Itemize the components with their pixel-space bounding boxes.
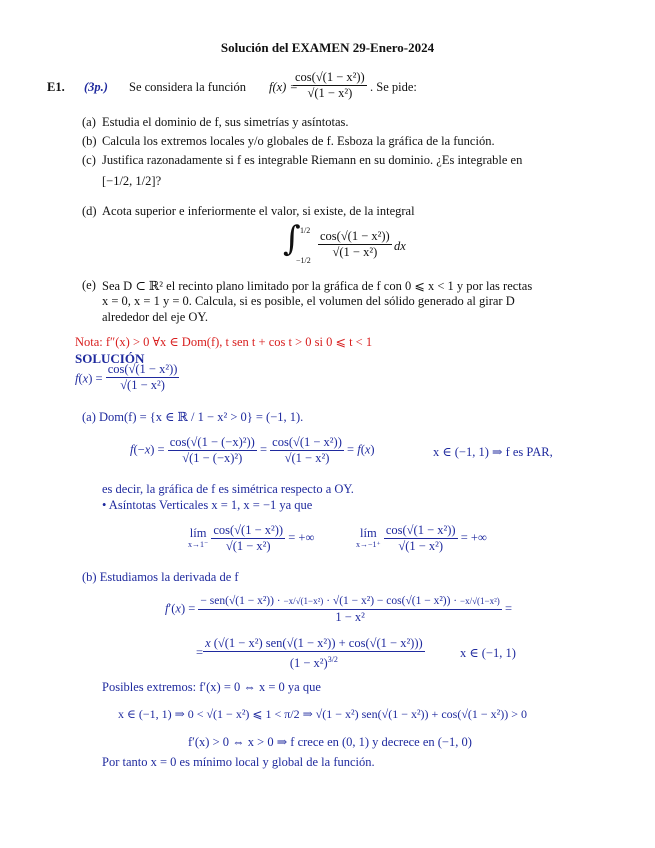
lim-right-numerator: cos(√(1 − x²))	[213, 523, 284, 537]
item-e-line3: alrededor del eje OY.	[102, 310, 208, 324]
derivative-domain: x ∈ (−1, 1)	[460, 646, 516, 660]
solution-b-extremes: Posibles extremos: f′(x) = 0 ⇔ x = 0 ya que	[102, 680, 321, 694]
page-title: Solución del EXAMEN 29-Enero-2024	[220, 40, 435, 55]
item-d-text: Acota superior e inferiormente el valor, si existe, de la integral	[102, 204, 415, 218]
item-e-line2: x = 0, x = 1 y = 0. Calcula, si es posible, el volumen del sólido generado al girar D	[102, 294, 515, 308]
solution-b-conclusion: Por tanto x = 0 es mínimo local y global de la función.	[102, 755, 375, 769]
exercise-number: E1.	[47, 80, 65, 94]
solution-a-asymptotes: • Asíntotas Verticales x = 1, x = −1 ya que	[102, 498, 313, 512]
integral-numerator: cos(√(1 − x²))	[320, 229, 390, 243]
solution-b-chain: x ∈ (−1, 1) ⇒ 0 < √(1 − x²) ⩽ 1 < π/2 ⇒ √(1 − x²) sen(√(1 − x²)) + cos(√(1 − x²)) > 0	[118, 707, 528, 721]
item-b-tag: (b)	[82, 134, 97, 148]
solution-b-intro: (b) Estudiamos la derivada de f	[82, 570, 239, 584]
item-e-line1: Sea D ⊂ ℝ² el recinto plano limitado por la gráfica de f con 0 ⩽ x < 1 y por las rectas	[102, 279, 533, 293]
item-c-text: Justifica razonadamente si f es integrable Riemann en su dominio. ¿Es integrable en	[102, 153, 523, 167]
solution-denominator: √(1 − x²)	[120, 378, 165, 392]
exercise-label	[47, 80, 65, 95]
exercise-points	[84, 80, 108, 95]
item-a-tag: (a)	[82, 115, 96, 129]
lim-word-left: lím	[360, 525, 377, 540]
solution-a-symmetry-eq: f(−x) = $\frac{\text{cos(√(1 − (−x)²))}}{\text{√(1 − (−x)²)}}$ = $\frac{\text{cos(√(1 − x²))}}{\text{√(1 − x²)}}$ = f(x)	[130, 435, 375, 465]
item-c-interval: [−1/2, 1/2]?	[102, 174, 162, 188]
solution-heading: SOLUCIÓN	[75, 351, 145, 366]
integral-denominator: √(1 − x²)	[332, 245, 378, 259]
limit-left	[356, 523, 487, 554]
note-text: Nota: f″(x) > 0 ∀x ∈ Dom(f), t sen t + cos t > 0 si 0 ⩽ t < 1	[75, 335, 373, 349]
function-name: f(x) =	[269, 80, 298, 94]
integral-sign: ∫	[283, 219, 301, 259]
derivative-line2: = $\frac{\text{x (√(1 − x²) sen(√(1 − x²)) + cos(√(1 − x²)))}}{(1 - x^2)^{3/2}}$	[196, 636, 423, 671]
limit-right	[188, 523, 314, 554]
item-e-tag: (e)	[82, 278, 96, 292]
item-a-text: Estudia el dominio de f, sus simetrías y asíntotas.	[102, 115, 349, 129]
lim-right-denominator: √(1 − x²)	[225, 539, 271, 553]
item-d-tag: (d)	[82, 204, 97, 218]
exercise-intro: Se considera la función	[129, 80, 246, 94]
item-b-text: Calcula los extremos locales y/o globales de f. Esboza la gráfica de la función.	[102, 134, 495, 148]
lim-left-numerator: cos(√(1 − x²))	[385, 523, 456, 537]
integral-lower: −1/2	[296, 256, 311, 265]
derivative-line1: f′(x) = − sen(√(1 − x²)) · −x/√(1−x²) · √(1 − x²) − cos(√(1 − x²)) · −x/√(1−x²) 1 − x² =	[165, 595, 512, 624]
solution-a-symmetry-text: es decir, la gráfica de f es simétrica respecto a OY.	[102, 482, 354, 496]
solution-a-parity: x ∈ (−1, 1) ⇒ f es PAR,	[433, 445, 553, 459]
lim-right-value: = +∞	[288, 530, 315, 545]
lim-left-denominator: √(1 − x²)	[398, 539, 444, 553]
solution-function: f(x) = $\frac{\text{cos(√(1 − x²))}}{\text{√(1 − x²)}}$	[75, 362, 178, 392]
lim-word-right: lím	[189, 525, 207, 540]
solution-b-growth: f′(x) > 0 ⇔ x > 0 ⇒ f crece en (0, 1) y decrece en (−1, 0)	[188, 735, 472, 749]
integral-upper: 1/2	[300, 226, 311, 235]
lim-sub-right: x→1⁻	[188, 539, 209, 549]
solution-numerator: cos(√(1 − x²))	[107, 362, 178, 376]
integral-fraction	[318, 229, 392, 260]
function-denominator: √(1 − x²)	[307, 86, 353, 100]
function-numerator: cos(√(1 − x²))	[295, 70, 365, 84]
item-c-tag: (c)	[82, 153, 96, 167]
exercise-outro: . Se pide:	[370, 80, 417, 94]
points-value: (3p.)	[84, 80, 108, 94]
solution-a-domain: (a) Dom(f) = {x ∈ ℝ / 1 − x² > 0} = (−1, 1).	[82, 410, 304, 424]
function-fraction	[293, 70, 367, 101]
lim-sub-left: x→−1⁺	[356, 539, 381, 549]
integral-dx: dx	[394, 239, 406, 253]
lim-left-value: = +∞	[460, 530, 487, 545]
